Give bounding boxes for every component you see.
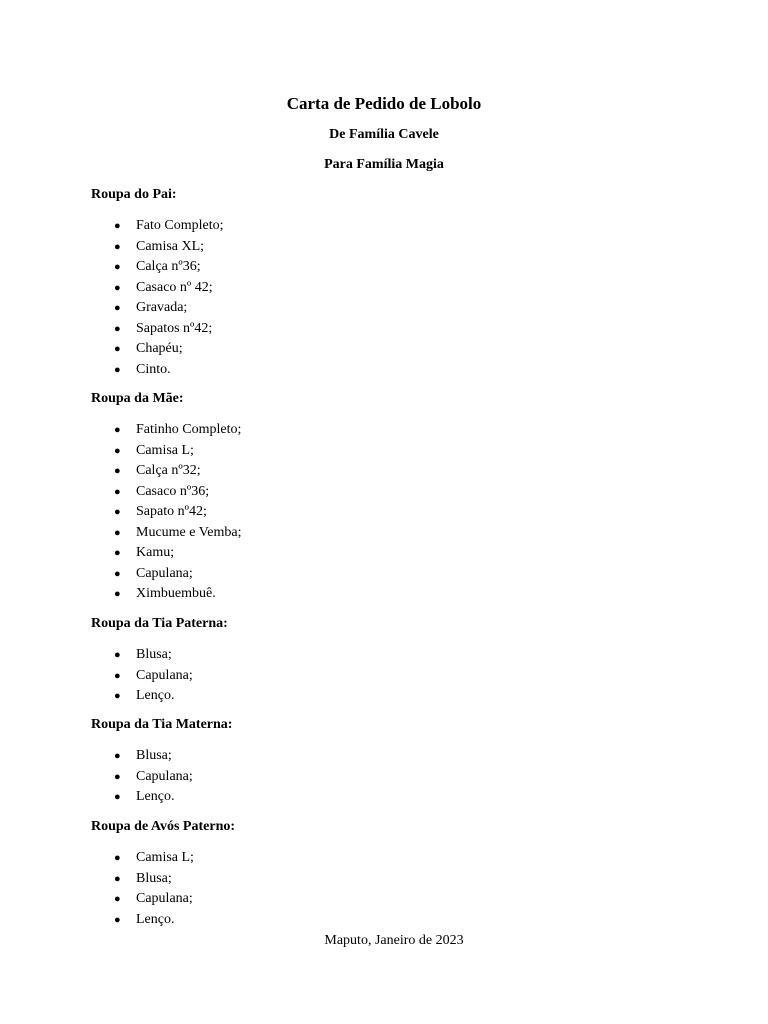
list-item-text: Sapato nº42; — [136, 504, 207, 519]
bullet-icon: ● — [114, 750, 121, 762]
list-item-text: Capulana; — [136, 768, 193, 784]
section-heading: Roupa de Avós Paterno: — [91, 819, 236, 834]
list-item-text: Casaco nº36; — [136, 483, 210, 499]
section-roupa-da-mae — [91, 390, 691, 605]
list-item-text: Chapéu; — [136, 341, 183, 356]
list-item-text: Capulana; — [136, 891, 193, 906]
section-roupa-do-pai — [91, 186, 691, 380]
bullet-icon: ● — [114, 669, 121, 682]
list-item-text: Camisa XL; — [136, 238, 205, 254]
list-item — [91, 767, 691, 788]
list-item — [91, 278, 691, 299]
bullet-icon: ● — [114, 424, 121, 436]
list-item-text: Camisa L; — [136, 850, 194, 865]
list-item — [91, 746, 691, 767]
bullet-icon: ● — [114, 588, 121, 600]
list-item — [91, 666, 691, 687]
bullet-icon: ● — [114, 526, 121, 539]
bullet-icon: ● — [114, 852, 121, 864]
list-item-text: Lenço. — [136, 911, 175, 927]
list-item — [91, 441, 691, 462]
list-item — [91, 237, 691, 258]
list-item — [91, 482, 691, 503]
list-item — [91, 787, 691, 808]
list-item-text: Kamu; — [136, 545, 175, 560]
bullet-icon: ● — [114, 872, 121, 885]
list-item-text: Camisa L; — [136, 442, 194, 458]
list-item-text: Ximbuembuê. — [136, 586, 216, 601]
bullet-icon: ● — [114, 343, 121, 355]
list-item — [91, 420, 691, 441]
list-item — [91, 869, 691, 890]
list-item-text: Blusa; — [136, 647, 172, 662]
bullet-icon: ● — [114, 485, 121, 498]
bullet-icon: ● — [114, 240, 121, 253]
list-item — [91, 523, 691, 544]
list-item-text: Lenço. — [136, 688, 175, 703]
list-item-text: Sapatos nº42; — [136, 320, 213, 336]
bullet-icon: ● — [114, 913, 121, 926]
list-item — [91, 910, 691, 931]
section-roupa-de-avos-paterno — [91, 818, 691, 930]
list-item-text: Casaco nº 42; — [136, 279, 213, 295]
bullet-icon: ● — [114, 281, 121, 294]
item-list — [91, 848, 691, 930]
item-list — [91, 216, 691, 380]
bullet-icon: ● — [114, 261, 121, 273]
bullet-icon: ● — [114, 649, 121, 661]
bullet-icon: ● — [114, 444, 121, 457]
list-item — [91, 339, 691, 360]
list-item — [91, 889, 691, 910]
bullet-icon: ● — [114, 302, 121, 314]
list-item — [91, 848, 691, 869]
list-item — [91, 461, 691, 482]
bullet-icon: ● — [114, 363, 121, 376]
list-item — [91, 584, 691, 605]
item-list — [91, 645, 691, 707]
section-heading: Roupa da Tia Materna: — [91, 717, 233, 732]
list-item — [91, 216, 691, 237]
bullet-icon: ● — [114, 690, 121, 702]
bullet-icon: ● — [114, 567, 121, 580]
bullet-icon: ● — [114, 893, 121, 905]
place-and-date: Maputo, Janeiro de 2023 — [324, 933, 464, 948]
bullet-icon: ● — [114, 791, 121, 803]
list-item — [91, 645, 691, 666]
to-family-line: Para Família Magia — [324, 157, 444, 172]
list-item-text: Mucume e Vemba; — [136, 524, 242, 540]
bullet-icon: ● — [114, 220, 121, 232]
list-item — [91, 502, 691, 523]
section-heading: Roupa da Tia Paterna: — [91, 616, 228, 631]
bullet-icon: ● — [114, 465, 121, 477]
list-item — [91, 319, 691, 340]
list-item — [91, 298, 691, 319]
list-item-text: Cinto. — [136, 361, 171, 377]
section-heading: Roupa do Pai: — [91, 187, 177, 202]
list-item-text: Blusa; — [136, 748, 172, 763]
bullet-icon: ● — [114, 322, 121, 335]
list-item — [91, 686, 691, 707]
section-roupa-da-tia-materna — [91, 716, 691, 808]
section-roupa-da-tia-paterna — [91, 615, 691, 707]
document-title: Carta de Pedido de Lobolo — [286, 94, 482, 113]
list-item-text: Lenço. — [136, 789, 175, 804]
list-item-text: Calça nº36; — [136, 259, 201, 274]
list-item-text: Capulana; — [136, 667, 193, 683]
list-item-text: Gravada; — [136, 300, 188, 315]
bullet-icon: ● — [114, 770, 121, 783]
item-list — [91, 746, 691, 808]
item-list — [91, 420, 691, 605]
section-heading: Roupa da Mãe: — [91, 391, 184, 406]
list-item-text: Fato Completo; — [136, 218, 224, 233]
from-family-line: De Família Cavele — [329, 127, 439, 142]
list-item-text: Blusa; — [136, 870, 172, 886]
bullet-icon: ● — [114, 506, 121, 518]
list-item — [91, 543, 691, 564]
list-item-text: Calça nº32; — [136, 463, 201, 478]
list-item-text: Capulana; — [136, 565, 193, 581]
list-item — [91, 257, 691, 278]
list-item — [91, 564, 691, 585]
list-item-text: Fatinho Completo; — [136, 422, 242, 437]
bullet-icon: ● — [114, 547, 121, 559]
list-item — [91, 360, 691, 381]
